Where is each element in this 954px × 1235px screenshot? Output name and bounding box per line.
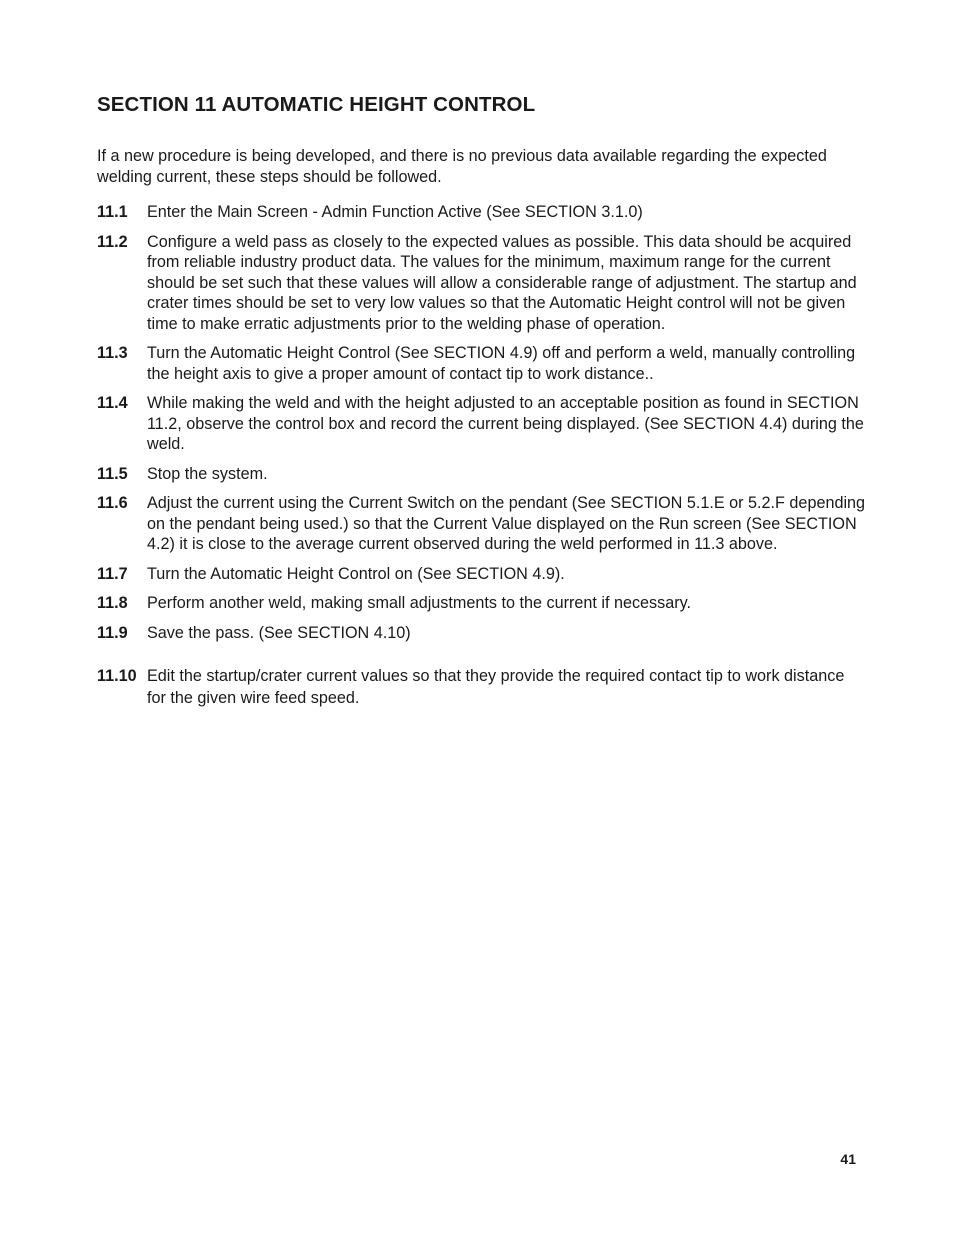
step-number: 11.5 bbox=[97, 464, 128, 483]
step-text: Configure a weld pass as closely to the expected values as possible. This data should be acquired from reliable industry product data. The values for the minimum, maximum range for the current should be set such that these values will allow a considerable range of adjustment. The startup and crater times should be set to very low values so that the Automatic Height control will not be given time to make erratic adjustments prior to the welding phase of operation. bbox=[147, 232, 857, 333]
step-list bbox=[97, 202, 867, 718]
step-item bbox=[97, 232, 867, 335]
step-item bbox=[97, 202, 867, 223]
step-number: 11.2 bbox=[97, 232, 128, 251]
step-text: Stop the system. bbox=[147, 464, 268, 483]
step-text: Perform another weld, making small adjustments to the current if necessary. bbox=[147, 594, 692, 612]
step-text: While making the weld and with the height adjusted to an acceptable position as found in SECTION 11.2, observe the control box and record the current being displayed. (See SECTION 4.4) during the weld. bbox=[147, 394, 864, 453]
step-number: 11.3 bbox=[97, 344, 128, 362]
step-item bbox=[97, 564, 867, 585]
step-item bbox=[97, 464, 867, 485]
step-item bbox=[97, 665, 867, 709]
step-number: 11.9 bbox=[97, 623, 128, 642]
step-number: 11.8 bbox=[97, 594, 128, 612]
step-number: 11.7 bbox=[97, 564, 128, 583]
page-title: SECTION 11 AUTOMATIC HEIGHT CONTROL bbox=[97, 93, 536, 116]
step-text: Turn the Automatic Height Control (See SECTION 4.9) off and perform a weld, manually controlling the height axis to give a proper amount of contact tip to work distance.. bbox=[147, 344, 856, 383]
step-number: 11.4 bbox=[97, 394, 128, 412]
step-text: Save the pass. (See SECTION 4.10) bbox=[147, 623, 411, 642]
step-number: 11.1 bbox=[97, 203, 128, 221]
page-number: 41 bbox=[840, 1151, 856, 1167]
step-item bbox=[97, 493, 867, 555]
step-text: Turn the Automatic Height Control on (See SECTION 4.9). bbox=[147, 564, 565, 583]
step-text: Enter the Main Screen - Admin Function Active (See SECTION 3.1.0) bbox=[147, 203, 643, 221]
step-item bbox=[97, 593, 867, 614]
step-number: 11.6 bbox=[97, 494, 128, 512]
step-text: Edit the startup/crater current values so that they provide the required contact tip to work distance for the given wire feed speed. bbox=[147, 667, 845, 707]
step-number: 11.10 bbox=[97, 667, 137, 685]
intro-paragraph: If a new procedure is being developed, and there is no previous data available regarding the expected welding current, these steps should be followed. bbox=[97, 147, 827, 186]
step-text: Adjust the current using the Current Switch on the pendant (See SECTION 5.1.E or 5.2.F depending on the pendant being used.) so that the Current Value displayed on the Run screen (See SECTION 4.2) it is close to the average current observed during the weld performed in 11.3 above. bbox=[147, 494, 866, 553]
step-item bbox=[97, 393, 867, 455]
step-item bbox=[97, 343, 867, 384]
step-item bbox=[97, 623, 867, 644]
